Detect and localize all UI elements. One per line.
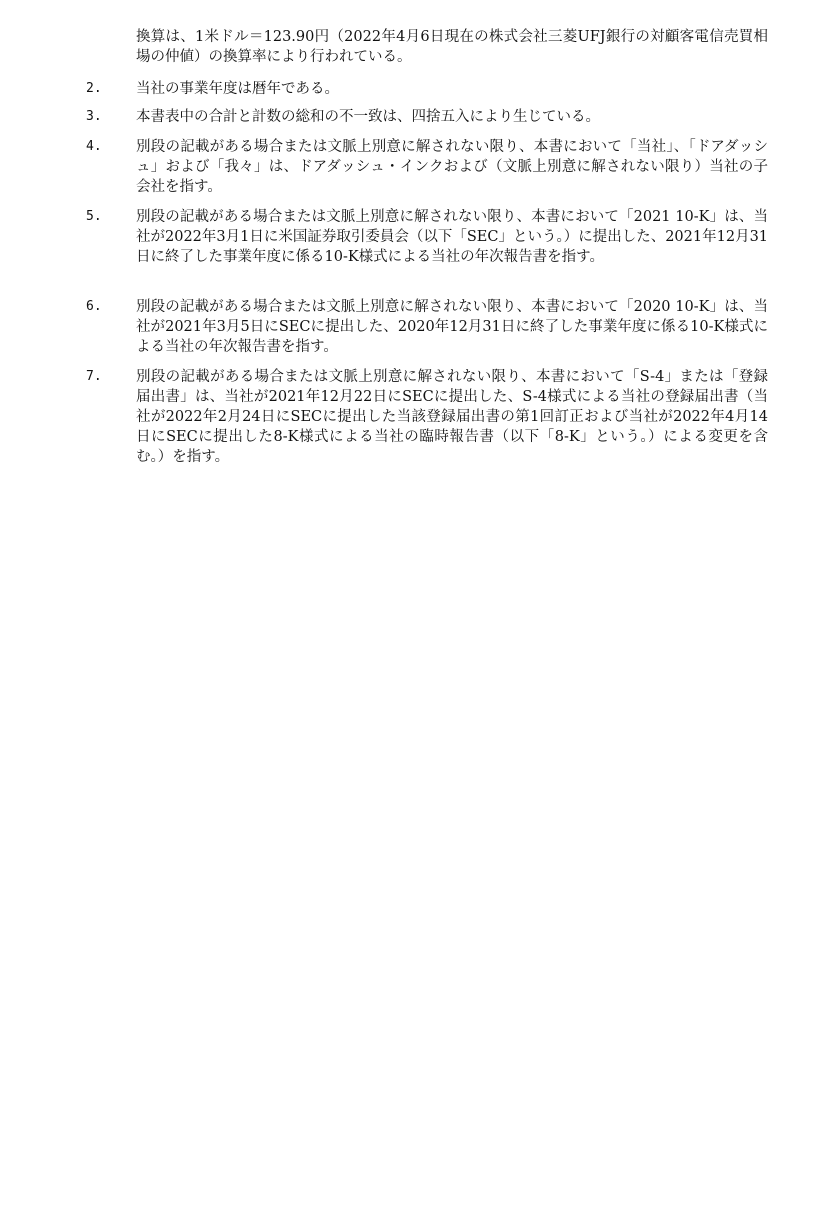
intro-continuation-paragraph: 換算は、1米ドル＝123.90円（2022年4月6日現在の株式会社三菱UFJ銀行の対顧客電信売買相場の仲値）の換算率により行われている。 [136, 29, 768, 65]
note-item-7 [86, 367, 768, 467]
note-number: 2. [86, 81, 102, 96]
note-item-4 [86, 137, 768, 197]
note-text: 当社の事業年度は暦年である。 [136, 81, 339, 97]
note-item-2 [86, 79, 768, 99]
note-number: 3. [86, 109, 102, 124]
note-text: 本書表中の合計と計数の総和の不一致は、四捨五入により生じている。 [136, 109, 600, 125]
note-item-3 [86, 107, 768, 127]
note-number: 5. [86, 209, 102, 224]
note-text: 別段の記載がある場合または文脈上別意に解されない限り、本書において「2021 10-K」は、当社が2022年3月1日に米国証券取引委員会（以下「SEC」という。）に提出した、2021年12月31日に終了した事業年度に係る10-K様式による当社の年次報告書を指す。 [136, 209, 769, 265]
note-item-5 [86, 207, 768, 267]
note-text: 別段の記載がある場合または文脈上別意に解されない限り、本書において「2020 10-K」は、当社が2021年3月5日にSECに提出した、2020年12月31日に終了した事業年度に係る10-K様式による当社の年次報告書を指す。 [136, 299, 768, 355]
note-item-6 [86, 297, 768, 357]
note-text: 別段の記載がある場合または文脈上別意に解されない限り、本書において「当社」、「ドアダッシュ」および「我々」は、ドアダッシュ・インクおよび（文脈上別意に解されない限り）当社の子会社を指す。 [136, 139, 768, 195]
note-number: 7. [86, 369, 102, 384]
note-number: 6. [86, 299, 102, 314]
note-number: 4. [86, 139, 102, 154]
note-text: 別段の記載がある場合または文脈上別意に解されない限り、本書において「S-4」または「登録届出書」は、当社が2021年12月22日にSECに提出した、S-4様式による当社の登録届出書（当社が2022年2月24日にSECに提出した当該登録届出書の第1回訂正および当社が2022年4月14日にSECに提出した8-K様式による当社の臨時報告書（以下「8-K」という。）による変更を含む。）を指す。 [136, 369, 768, 465]
